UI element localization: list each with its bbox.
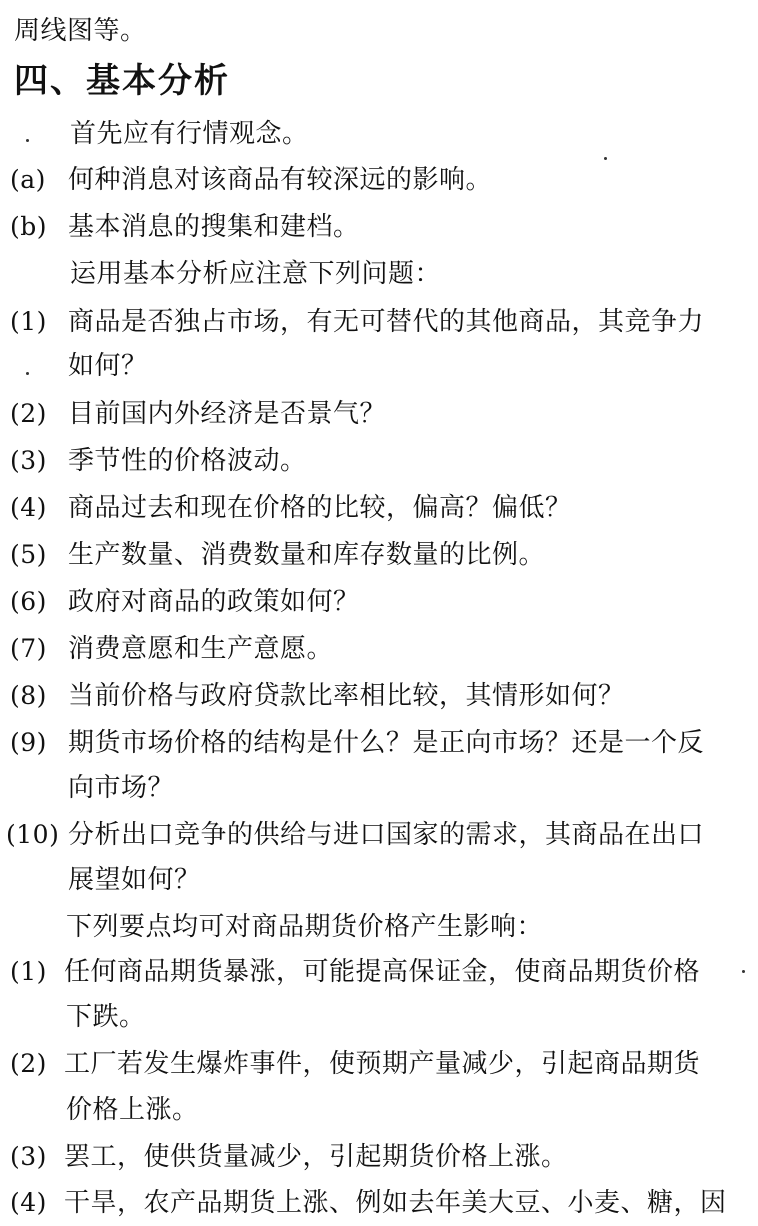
question-1-marker: (1) <box>10 307 47 336</box>
point-b-marker: (b) <box>10 212 48 241</box>
question-7-text: 消费意愿和生产意愿。 <box>68 634 334 664</box>
question-3-text: 季节性的价格波动。 <box>68 446 307 476</box>
factor-3-text: 罢工，使供货量减少，引起期货价格上涨。 <box>64 1142 568 1172</box>
factor-3-marker: (3) <box>10 1142 47 1171</box>
factor-1-text-line-2: 下跌。 <box>66 1002 146 1032</box>
question-5-text: 生产数量、消费数量和库存数量的比例。 <box>68 540 546 570</box>
factor-2-marker: (2) <box>10 1049 47 1078</box>
question-2-marker: (2) <box>10 399 47 428</box>
section-heading: 四、基本分析 <box>14 61 230 101</box>
point-b-text: 基本消息的搜集和建档。 <box>68 212 360 242</box>
question-9-text-line-2: 向市场？ <box>68 773 175 803</box>
question-8-text: 当前价格与政府贷款比率相比较，其情形如何？ <box>68 681 625 711</box>
factor-2-text-line-1: 工厂若发生爆炸事件，使预期产量减少，引起商品期货 <box>64 1049 701 1079</box>
question-5-marker: (5) <box>10 540 47 569</box>
question-1-text-line-1: 商品是否独占市场，有无可替代的其他商品，其竞争力 <box>68 307 705 337</box>
question-3-marker: (3) <box>10 446 47 475</box>
factor-1-text-line-1: 任何商品期货暴涨，可能提高保证金，使商品期货价格 <box>64 957 701 987</box>
scan-speck <box>26 372 29 375</box>
factor-1-marker: (1) <box>10 957 47 986</box>
factor-4-marker: (4) <box>10 1188 47 1217</box>
point-a-marker: (a) <box>10 165 46 194</box>
intro-text: 首先应有行情观念。 <box>70 119 309 149</box>
question-10-marker: (10) <box>6 820 60 849</box>
question-4-text: 商品过去和现在价格的比较，偏高？偏低？ <box>68 493 572 523</box>
point-a-text: 何种消息对该商品有较深远的影响。 <box>68 165 493 195</box>
question-9-text-line-1: 期货市场价格的结构是什么？是正向市场？还是一个反 <box>68 728 705 758</box>
question-4-marker: (4) <box>10 493 47 522</box>
scan-speck <box>742 970 745 973</box>
analysis-intro-text: 运用基本分析应注意下列问题： <box>70 259 442 289</box>
question-6-marker: (6) <box>10 587 47 616</box>
question-7-marker: (7) <box>10 634 47 663</box>
question-10-text-line-2: 展望如何？ <box>68 865 201 895</box>
question-2-text: 目前国内外经济是否景气？ <box>68 399 387 429</box>
scan-speck <box>26 139 29 142</box>
question-8-marker: (8) <box>10 681 47 710</box>
scan-speck <box>604 157 607 160</box>
factor-2-text-line-2: 价格上涨。 <box>66 1095 199 1125</box>
question-6-text: 政府对商品的政策如何？ <box>68 587 360 617</box>
question-9-marker: (9) <box>10 728 47 757</box>
factor-4-text-line-1: 干旱，农产品期货上涨、例如去年美大豆、小麦、糖，因 <box>64 1188 727 1218</box>
question-10-text-line-1: 分析出口竞争的供给与进口国家的需求，其商品在出口 <box>68 820 705 850</box>
question-1-text-line-2: 如何？ <box>68 351 148 381</box>
factors-intro-text: 下列要点均可对商品期货价格产生影响： <box>66 912 544 942</box>
top-line-text: 周线图等。 <box>14 16 147 46</box>
